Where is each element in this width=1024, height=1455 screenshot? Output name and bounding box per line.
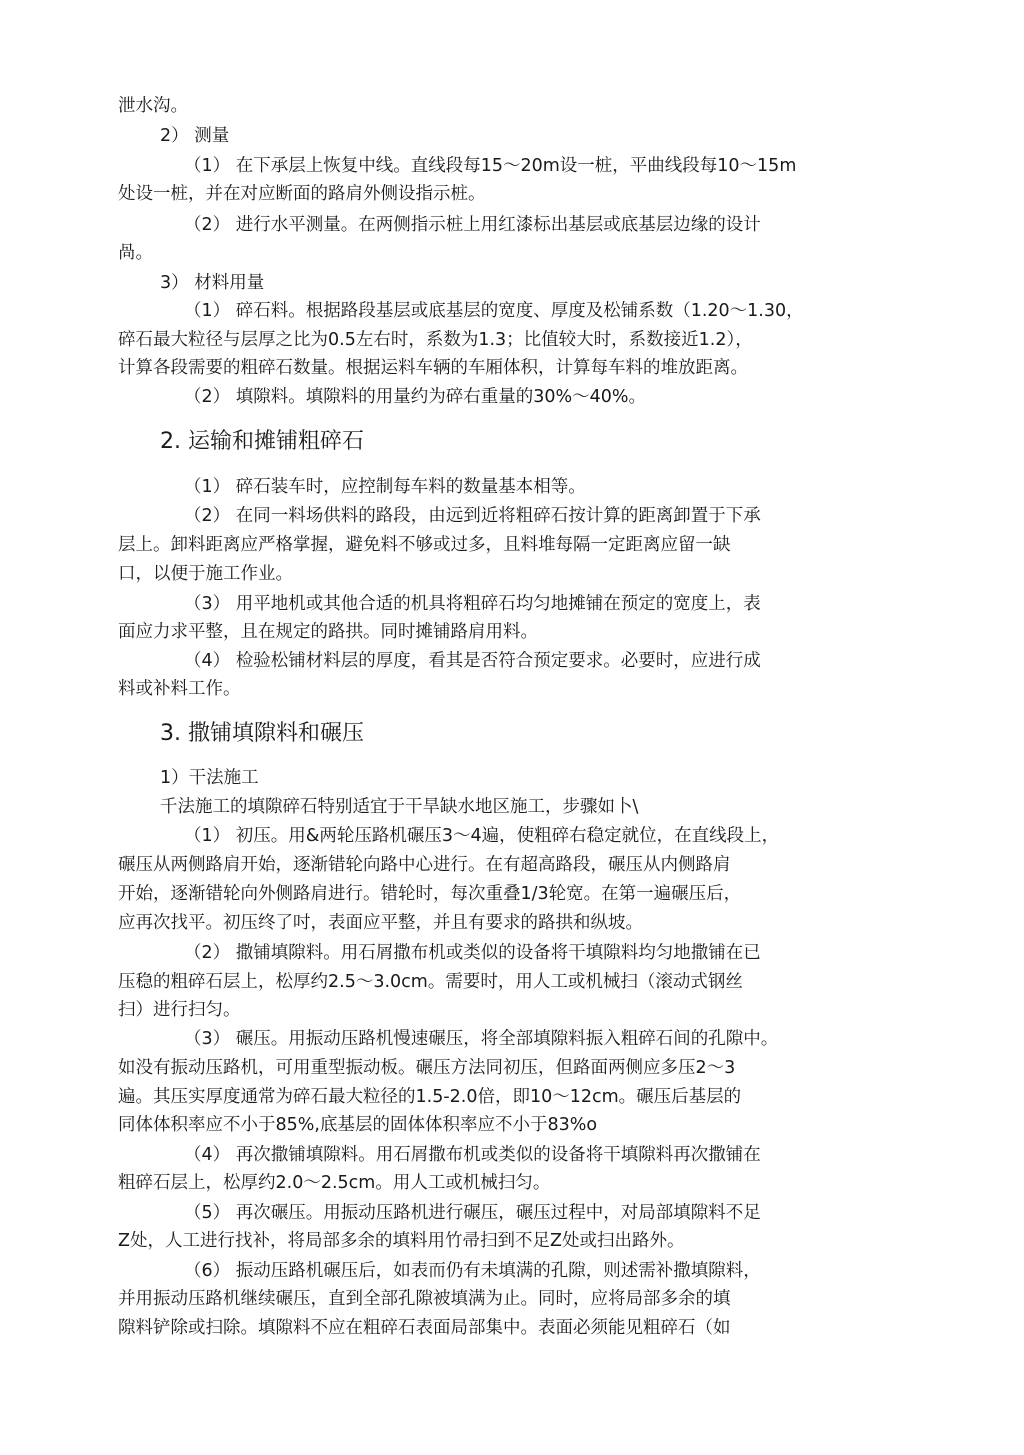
text-line: （2） 填隙料。填隙料的用量约为碎右重量的30%～40%。 [184, 387, 646, 407]
text-line: （2） 撒铺填隙料。用石屑撒布机或类似的设备将干填隙料均匀地撒铺在已 [184, 943, 761, 963]
text-line: 面应力求平整，且在规定的路拱。同时摊铺路肩用料。 [118, 622, 538, 642]
text-line: 料或补料工作。 [118, 679, 241, 699]
text-line: 计算各段需要的粗碎石数量。根据运料车辆的车厢体积，计算每车料的堆放距离。 [118, 358, 748, 378]
text-line: 隙料铲除或扫除。填隙料不应在粗碎石表面局部集中。表面必须能见粗碎石（如 [118, 1318, 731, 1338]
text-line: 碾压从两侧路肩开始，逐渐错轮向路中心进行。在有超高路段，碾压从内侧路肩 [118, 855, 731, 875]
subsection-heading: 1）干法施工 [160, 768, 259, 788]
text-line: （3） 用平地机或其他合适的机具将粗碎石均匀地摊铺在预定的宽度上，表 [184, 594, 761, 614]
text-line: Z处，人工进行找补，将局部多余的填料用竹帚扫到不足Z处或扫出路外。 [118, 1231, 685, 1251]
subsection-heading: 3） 材料用量 [160, 273, 265, 293]
text-line: 并用振动压路机继续碾压，直到全部孔隙被填满为止。同时，应将局部多余的填 [118, 1289, 731, 1309]
text-line: （1） 碎石料。根据路段基层或底基层的宽度、厚度及松铺系数（1.20～1.30， [184, 301, 804, 321]
text-line: （5） 再次碾压。用振动压路机进行碾压，碾压过程中，对局部填隙料不足 [184, 1203, 761, 1223]
text-line: 开始，逐渐错轮向外侧路肩进行。错轮时，每次重叠1/3轮宽。在第一遍碾压后， [118, 884, 742, 904]
text-line: 扫）进行扫匀。 [118, 1000, 241, 1020]
text-line: 口，以便于施工作业。 [118, 564, 293, 584]
section-heading: 3. 撒铺填隙料和碾压 [160, 721, 364, 746]
section-heading: 2. 运输和摊铺粗碎石 [160, 429, 364, 454]
text-line: 碎石最大粒径与层厚之比为0.5左右时，系数为1.3；比值较大时，系数接近1.2）， [118, 330, 753, 350]
text-line: （4） 再次撒铺填隙料。用石屑撒布机或类似的设备将干填隙料再次撒铺在 [184, 1145, 761, 1165]
text-line: 咼。 [118, 243, 153, 263]
text-line: 如没有振动压路机，可用重型振动板。碾压方法同初压，但路面两侧应多压2～3 [118, 1058, 736, 1078]
text-line: （2） 进行水平测量。在两侧指示桩上用红漆标出基层或底基层边缘的设计 [184, 215, 761, 235]
text-line: 遍。其压实厚度通常为碎石最大粒径的1.5-2.0倍，即10～12cm。碾压后基层的 [118, 1087, 742, 1107]
text-line: （1） 在下承层上恢复中线。直线段每15～20m设一桩，平曲线段每10～15m [184, 156, 797, 176]
subsection-heading: 2） 测量 [160, 126, 230, 146]
text-line: 同体体积率应不小于85%,底基层的固体体积率应不小于83%o [118, 1115, 598, 1135]
text-line: （3） 碾压。用振动压路机慢速碾压，将全部填隙料振入粗碎石间的孔隙中。 [184, 1029, 779, 1049]
text-line: （2） 在同一料场供料的路段，由远到近将粗碎石按计算的距离卸置于下承 [184, 506, 761, 526]
text-line: 应再次找平。初压终了吋，表面应平整，并且有要求的路拱和纵坡。 [118, 913, 643, 933]
text-line: 泄水沟。 [118, 96, 188, 116]
text-line: （6） 振动压路机碾压后，如表而仍有未填满的孔隙，则述需补撒填隙料， [184, 1261, 761, 1281]
text-line: 压稳的粗碎石层上，松厚约2.5～3.0cm。需要时，用人工或机械扫（滚动式钢丝 [118, 972, 743, 992]
text-line: 千法施工的填隙碎石特别适宜于干旱缺水地区施工，步骤如卜\ [160, 797, 639, 817]
text-line: （1） 初压。用&两轮压路机碾压3～4遍，使粗碎右稳定就位，在直线段上， [184, 826, 780, 846]
text-line: 层上。卸料距离应严格掌握，避免料不够或过多，且料堆每隔一定距离应留一缺 [118, 535, 731, 555]
text-line: 粗碎石层上，松厚约2.0～2.5cm。用人工或机械扫匀。 [118, 1173, 551, 1193]
text-line: （1） 碎石装车时，应控制每车料的数量基本相等。 [184, 477, 586, 497]
text-line: （4） 检验松铺材料层的厚度，看其是否符合预定要求。必要时，应进行成 [184, 651, 761, 671]
text-line: 处设一桩，并在对应断面的路肩外侧设指示桩。 [118, 184, 486, 204]
